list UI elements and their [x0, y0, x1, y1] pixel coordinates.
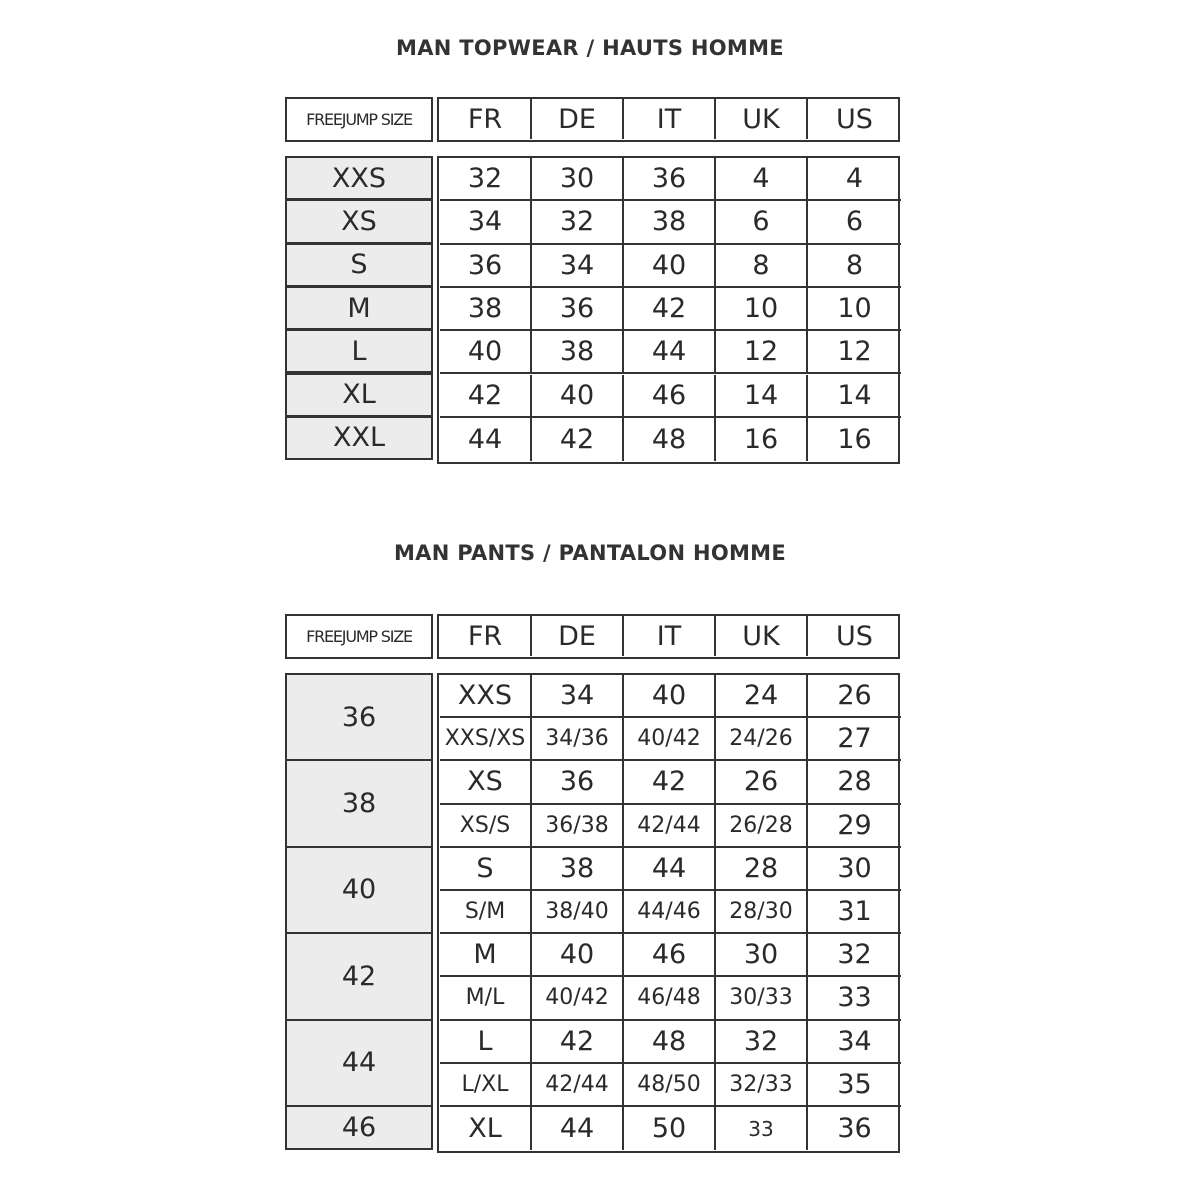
table-cell: 14: [808, 375, 901, 418]
table-cell: 30: [808, 848, 901, 891]
table-cell: 24: [716, 675, 808, 718]
table-cell: 32/33: [716, 1064, 808, 1107]
table-cell: 24/26: [716, 718, 808, 761]
table-cell: M/L: [440, 977, 532, 1020]
table-cell: XL: [440, 1107, 532, 1150]
table-cell: 26: [808, 675, 901, 718]
table-cell: S/M: [440, 891, 532, 934]
column-header: US: [836, 620, 873, 652]
table-cell: 38/40: [532, 891, 624, 934]
column-header: FR: [440, 616, 532, 656]
size-label: XL: [285, 373, 433, 417]
table-cell: 40: [532, 375, 624, 418]
table-cell: 42: [624, 288, 716, 331]
table-cell: 10: [808, 288, 901, 331]
table-cell: 44: [440, 418, 532, 461]
size-label: 42: [285, 932, 433, 1020]
table-cell: 36: [532, 288, 624, 331]
table-cell: 50: [624, 1107, 716, 1150]
column-header: UK: [716, 99, 808, 139]
size-label: 40: [285, 846, 433, 934]
table-cell: 31: [808, 891, 901, 934]
table-cell: 40: [624, 245, 716, 288]
table-cell: 48: [624, 418, 716, 461]
table-cell: 38: [532, 848, 624, 891]
table-cell: 48: [624, 1021, 716, 1064]
size-label: XXS: [285, 156, 433, 200]
table-cell: 42: [624, 761, 716, 804]
table-cell: 33: [716, 1107, 808, 1150]
size-label: 46: [285, 1105, 433, 1150]
table-cell: 8: [716, 245, 808, 288]
table-cell: 4: [808, 158, 901, 201]
table-cell: 42: [532, 418, 624, 461]
table-cell: 28: [808, 761, 901, 804]
table-cell: L/XL: [440, 1064, 532, 1107]
table-cell: 46: [624, 934, 716, 977]
table-cell: 36: [440, 245, 532, 288]
table-cell: XXS: [440, 675, 532, 718]
table-cell: 12: [808, 331, 901, 374]
table-cell: 14: [716, 375, 808, 418]
table-cell: 32: [440, 158, 532, 201]
table-cell: 12: [716, 331, 808, 374]
table-cell: 36: [624, 158, 716, 201]
table-cell: 30: [716, 934, 808, 977]
table-cell: 38: [440, 288, 532, 331]
table-cell: XS: [440, 761, 532, 804]
table-cell: 26/28: [716, 805, 808, 848]
table-cell: 34: [440, 201, 532, 244]
table-cell: 29: [808, 805, 901, 848]
column-header-row: [437, 614, 900, 659]
table-cell: 4: [716, 158, 808, 201]
values-grid: [437, 156, 900, 464]
table-cell: 42: [440, 375, 532, 418]
table-cell: 44/46: [624, 891, 716, 934]
table-cell: 30: [532, 158, 624, 201]
column-header: DE: [532, 616, 624, 656]
size-label: L: [285, 329, 433, 373]
table-cell: 32: [808, 934, 901, 977]
column-header: FR: [440, 99, 532, 139]
table-cell: 36: [532, 761, 624, 804]
table-cell: 42/44: [532, 1064, 624, 1107]
size-label: 36: [285, 673, 433, 761]
table-cell: 40/42: [624, 718, 716, 761]
table-cell: 46: [624, 375, 716, 418]
table-cell: 6: [716, 201, 808, 244]
table-cell: 36: [837, 1113, 872, 1145]
table-cell: L: [440, 1021, 532, 1064]
table-cell: 44: [624, 331, 716, 374]
table-cell: 46/48: [624, 977, 716, 1020]
values-grid: [437, 673, 900, 1153]
table-cell: 42: [532, 1021, 624, 1064]
table-cell: 28: [716, 848, 808, 891]
table-cell: 34: [808, 1021, 901, 1064]
table-cell: 27: [808, 718, 901, 761]
table-cell: 8: [808, 245, 901, 288]
table-cell: 33: [808, 977, 901, 1020]
table-cell: XS/S: [440, 805, 532, 848]
column-header: DE: [532, 99, 624, 139]
table-cell: 28/30: [716, 891, 808, 934]
size-label: S: [285, 243, 433, 287]
table-cell: 34: [532, 245, 624, 288]
table-cell: XXS/XS: [440, 718, 532, 761]
size-label: 44: [285, 1019, 433, 1107]
table-cell: 40: [532, 934, 624, 977]
table-cell: 26: [716, 761, 808, 804]
column-header: IT: [624, 616, 716, 656]
size-label: XXL: [285, 416, 433, 460]
table-cell: 40/42: [532, 977, 624, 1020]
table-cell: 38: [624, 201, 716, 244]
table-cell: 42/44: [624, 805, 716, 848]
table-cell: 32: [532, 201, 624, 244]
pants-title: MAN PANTS / PANTALON HOMME: [393, 541, 787, 565]
size-header: FREEJUMP SIZE: [285, 97, 433, 142]
table-cell: 36/38: [532, 805, 624, 848]
table-cell: 30/33: [716, 977, 808, 1020]
size-label: XS: [285, 199, 433, 243]
size-label: M: [285, 286, 433, 330]
column-header: US: [836, 103, 873, 135]
size-label: 38: [285, 759, 433, 847]
table-cell: 34: [532, 675, 624, 718]
table-cell: 44: [532, 1107, 624, 1150]
column-header: UK: [716, 616, 808, 656]
column-header: IT: [624, 99, 716, 139]
table-cell: M: [440, 934, 532, 977]
table-cell: 40: [624, 675, 716, 718]
size-header: FREEJUMP SIZE: [285, 614, 433, 659]
table-cell: 16: [716, 418, 808, 461]
topwear-title: MAN TOPWEAR / HAUTS HOMME: [396, 36, 784, 60]
column-header-row: [437, 97, 900, 142]
table-cell: 38: [532, 331, 624, 374]
table-cell: 35: [808, 1064, 901, 1107]
table-cell: 10: [716, 288, 808, 331]
table-cell: 44: [624, 848, 716, 891]
table-cell: 34/36: [532, 718, 624, 761]
table-cell: 48/50: [624, 1064, 716, 1107]
table-cell: 6: [808, 201, 901, 244]
table-cell: 16: [837, 423, 872, 455]
table-cell: 40: [440, 331, 532, 374]
table-cell: S: [440, 848, 532, 891]
table-cell: 32: [716, 1021, 808, 1064]
